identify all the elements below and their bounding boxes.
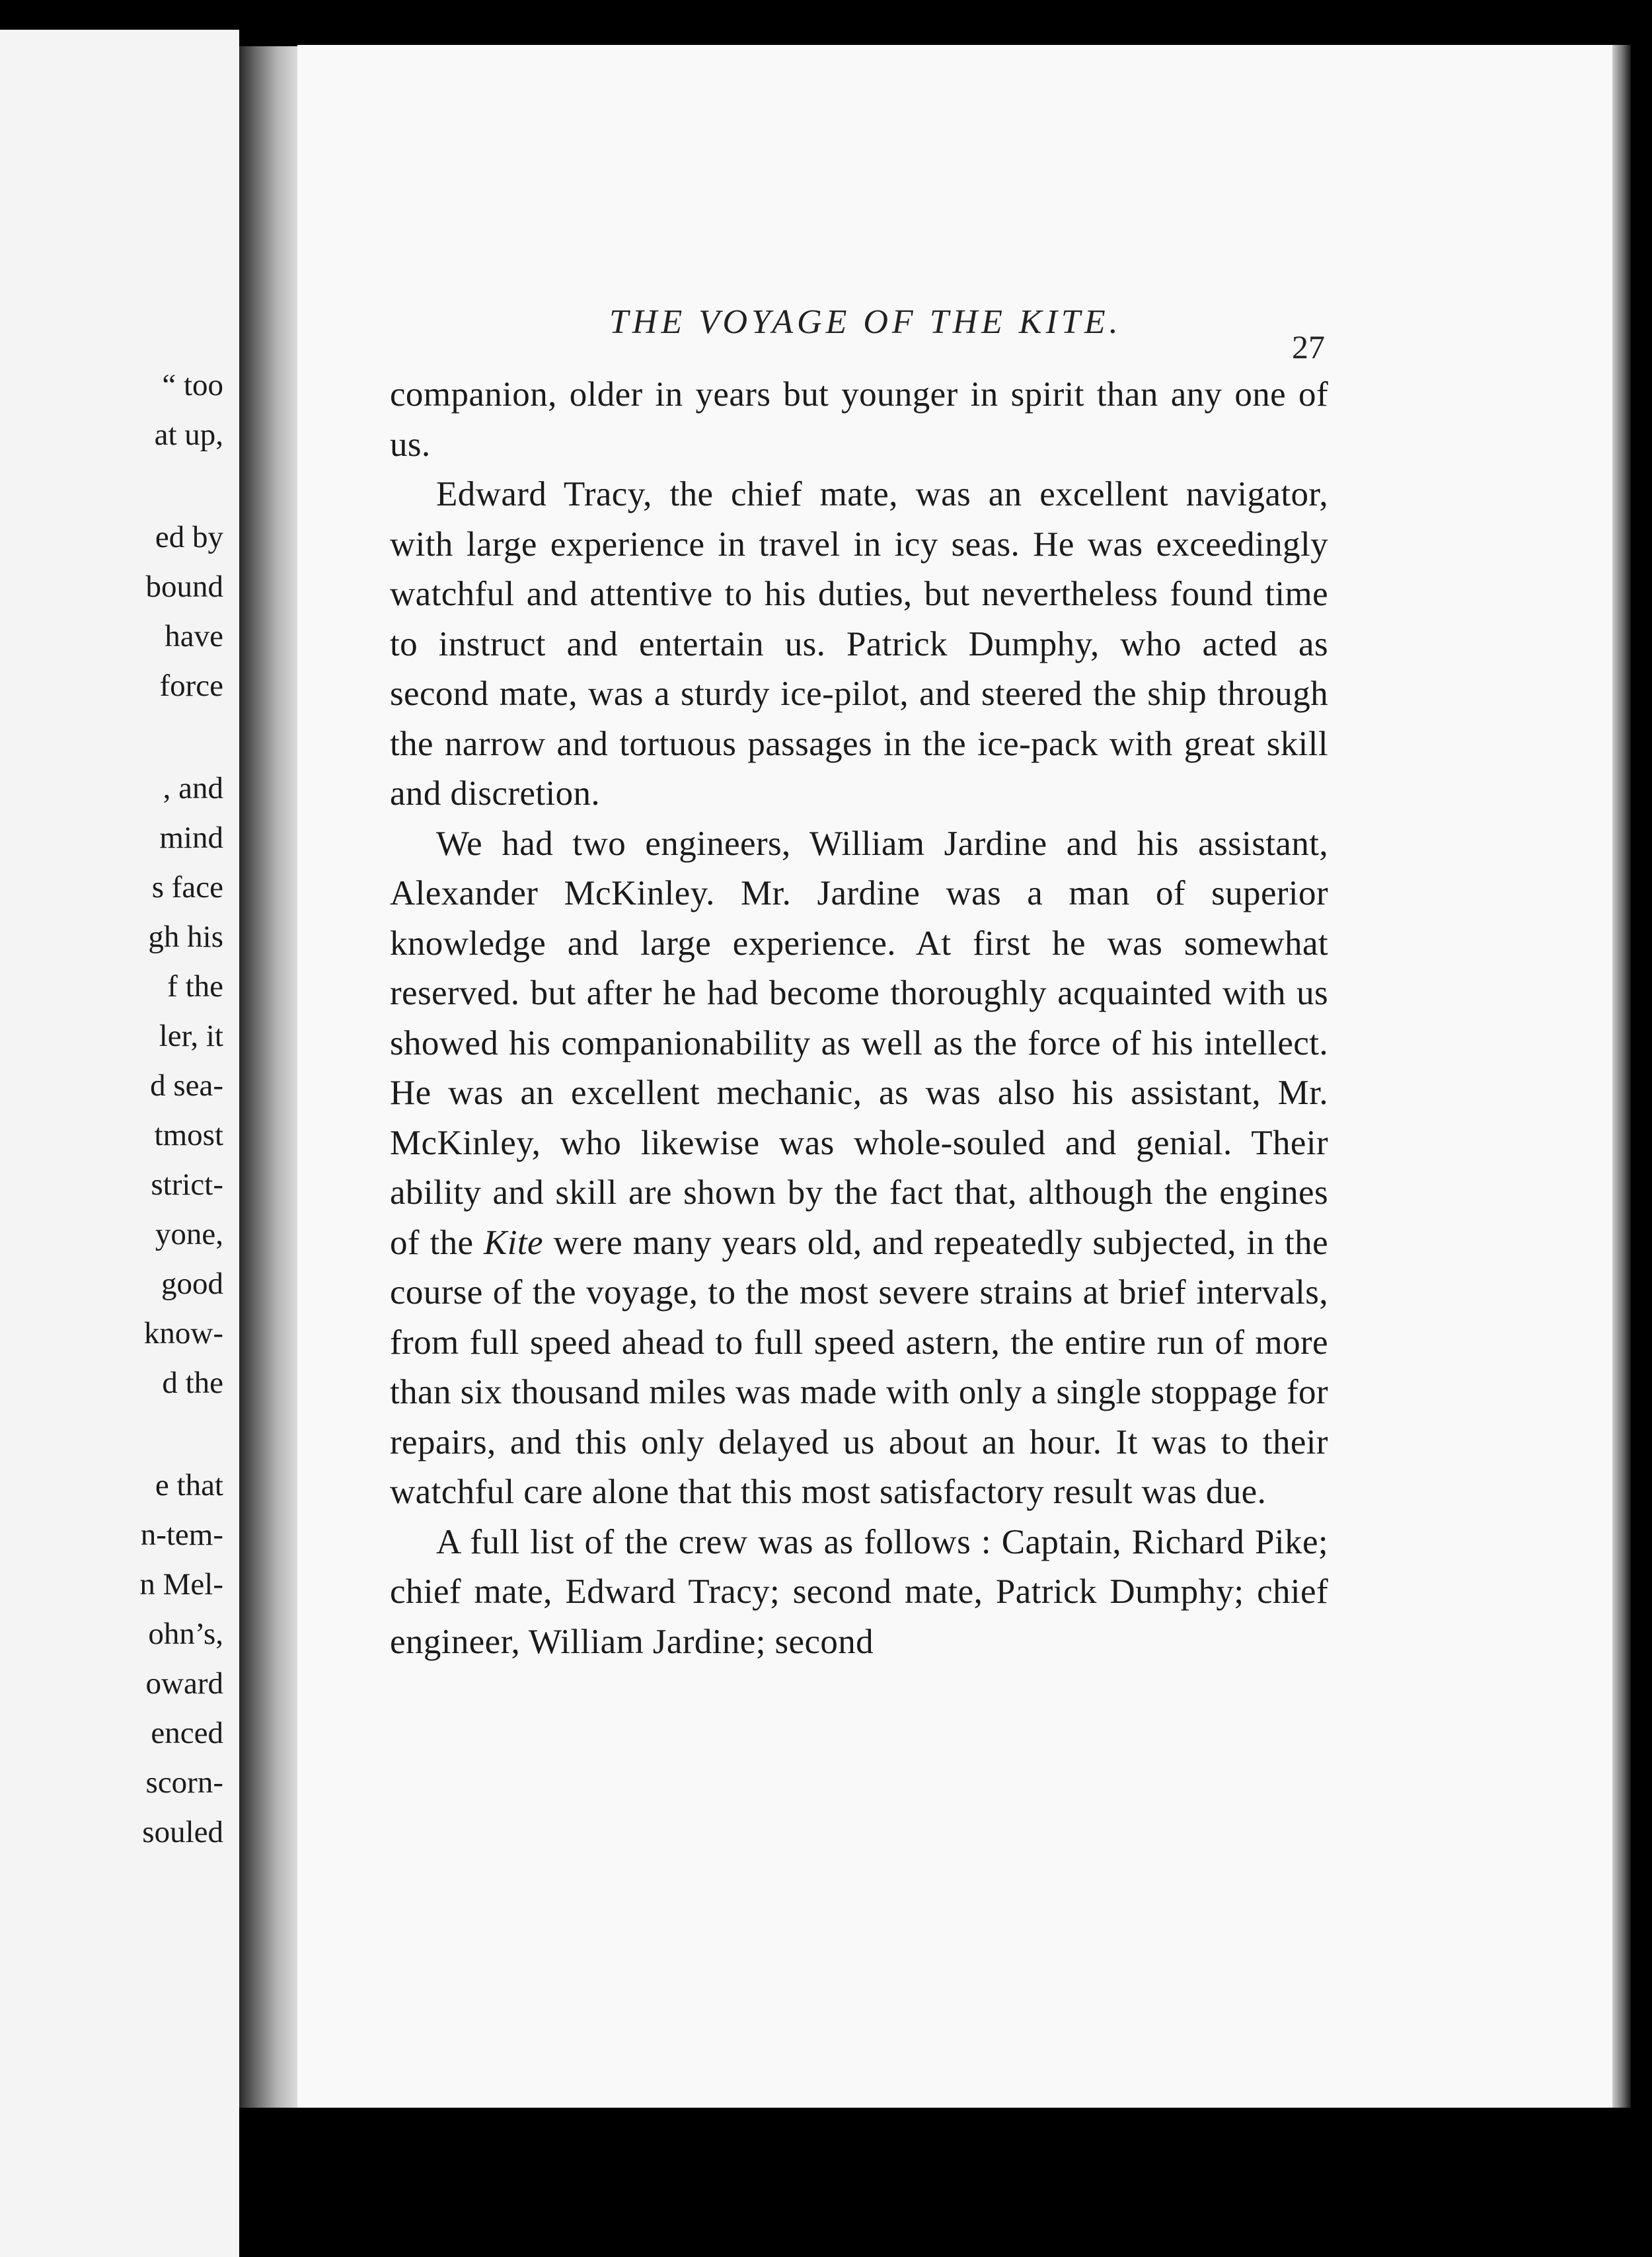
left-page-text-fragment: bound <box>145 570 223 604</box>
ship-name: Kite <box>484 1223 543 1262</box>
left-page <box>0 30 239 2257</box>
book-gutter <box>239 46 297 2108</box>
left-page-text-fragment: ohn’s, <box>148 1617 223 1651</box>
left-page-text-fragment: have <box>165 619 223 653</box>
left-page-text-fragment: d the <box>162 1366 223 1400</box>
left-page-text-fragment: at up, <box>154 418 223 452</box>
left-page-text-fragment: “ too <box>162 368 223 402</box>
paragraph-3-rest: were many years old, and repeatedly subjected, in the course of the voyage, to the most severe strains at brief intervals, from full speed ahead to full speed astern, the entire run of more than six thousand miles was made with only a single stoppage for repairs, and this only delayed us about an hour. It was to their watchful care alone that this most satisfactory result was due. <box>390 1223 1329 1511</box>
paragraph-4: A full list of the crew was as follows : Captain, Richard Pike; chief mate, Edward Tracy; second mate, Patrick Dumphy; chief engineer, William Jardine; second <box>390 1522 1328 1661</box>
paragraph-3-text: We had two engineers, William Jardine and his assistant, Alexander McKinley. Mr. Jardine was a man of superior knowledge and large experience. At first he was somewhat reserved. but after he had become thoroughly acquainted with us showed his companionability as well as the force of his intellect. He was an excellent mechanic, as was also his assistant, Mr. McKinley, who likewise was whole-souled and genial. Their ability and skill are shown by the fact that, although the engines of the <box>390 824 1328 1262</box>
left-page-text-fragment: good <box>161 1267 223 1301</box>
left-page-text-fragment: scorn- <box>145 1765 223 1800</box>
left-page-text-fragment: mind <box>159 821 223 855</box>
paragraph-3 <box>390 819 1328 1518</box>
left-page-text-fragment: know- <box>143 1316 223 1350</box>
left-page-text-fragment: d sea- <box>150 1068 223 1103</box>
left-page-text-fragment: f the <box>167 969 223 1004</box>
left-page-text-fragment: e that <box>155 1468 223 1502</box>
left-page-text-fragment: n-tem- <box>140 1518 223 1552</box>
left-page-text-fragment: ed by <box>155 520 223 554</box>
body-text <box>390 370 1328 1667</box>
left-page-text-fragment: souled <box>142 1815 223 1849</box>
left-page-text-fragment: yone, <box>155 1217 223 1251</box>
paragraph-2: Edward Tracy, the chief mate, was an excellent navigator, with large experience in travel in icy seas. He was exceedingly watchful and attentive to his duties, but nevertheless found time to instruct and entertain us. Patrick Dumphy, who acted as second mate, was a sturdy ice-pilot, and steered the ship through the narrow and tortuous passages in the ice-pack with great skill and discretion. <box>390 475 1328 813</box>
left-page-text-fragment: n Mel- <box>139 1567 223 1602</box>
left-page-text-fragment: ler, it <box>159 1019 223 1053</box>
page-number: 27 <box>1292 328 1325 365</box>
paragraph-1: companion, older in years but younger in spirit than any one of us. <box>390 375 1328 464</box>
running-head: THE VOYAGE OF THE KITE. <box>609 303 1122 341</box>
left-page-text-fragment: , and <box>163 771 223 805</box>
left-page-text-fragment: oward <box>145 1666 223 1701</box>
left-page-text-fragment: strict- <box>151 1167 223 1202</box>
left-page-text-fragment: force <box>159 669 223 703</box>
left-page-text-fragment: gh his <box>148 920 223 954</box>
left-page-text-fragment: enced <box>151 1716 223 1750</box>
left-page-text-fragment: s face <box>151 870 223 905</box>
page-edge-shadow <box>1612 45 1631 2108</box>
left-page-text-fragment: tmost <box>154 1118 223 1152</box>
